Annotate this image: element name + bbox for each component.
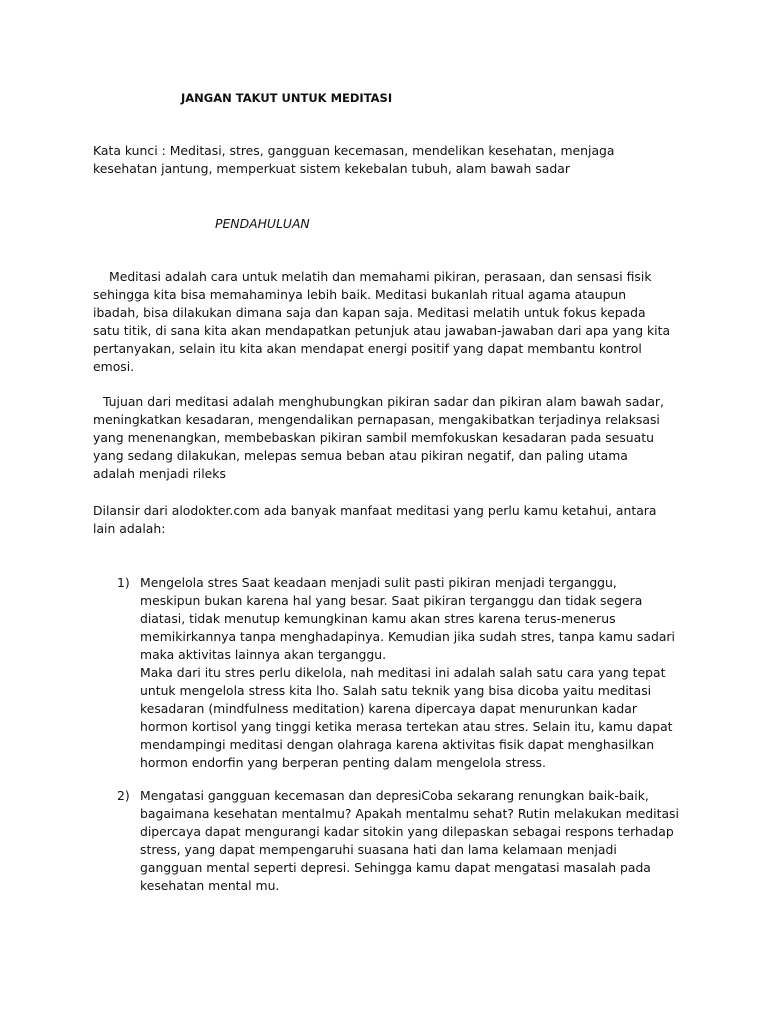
section-heading: PENDAHULUAN (215, 216, 310, 231)
document-title: JANGAN TAKUT UNTUK MEDITASI (181, 91, 393, 105)
list-item-1 (140, 574, 680, 772)
list-item-1-text-a: Mengelola stres Saat keadaan menjadi sulit pasti pikiran menjadi terganggu, meskipun bukan karena hal yang besar. Saat pikiran terganggu dan tidak segera diatasi, tidak menutup kemungkinan kamu akan stres karena terus-menerus memikirkannya tanpa menghadapinya. Kemudian jika sudah stres, tanpa kamu sadari maka aktivitas lainnya akan terganggu. (140, 575, 675, 662)
keywords-paragraph: Kata kunci : Meditasi, stres, gangguan kecemasan, mendelikan kesehatan, menjaga kesehatan jantung, memperkuat sistem kekebalan tubuh, alam bawah sadar (93, 143, 615, 176)
intro-paragraph-1: Meditasi adalah cara untuk melatih dan memahami pikiran, perasaan, dan sensasi fisik sehingga kita bisa memahaminya lebih baik. Meditasi bukanlah ritual agama ataupun ibadah, bisa dilakukan dimana saja dan kapan saja. Meditasi melatih untuk fokus kepada satu titik, di sana kita akan mendapatkan petunjuk atau jawaban-jawaban dari apa yang kita pertanyakan, selain itu kita akan mendapat energi positif yang dapat membantu kontrol emosi. (93, 269, 671, 374)
list-item-2-text-a: Mengatasi gangguan kecemasan dan depresiCoba sekarang renungkan baik-baik, bagaimana kesehatan mentalmu? Apakah mentalmu sehat? Rutin melakukan meditasi dipercaya dapat mengurangi kadar sitokin yang dilepaskan sebagai respons terhadap stress, yang dapat mempengaruhi suasana hati dan lama kelamaan menjadi gangguan mental seperti depresi. Sehingga kamu dapat mengatasi masalah pada kesehatan mental mu. (140, 788, 679, 893)
list-number-1: 1) (117, 575, 130, 590)
intro-paragraph-2: Tujuan dari meditasi adalah menghubungkan pikiran sadar dan pikiran alam bawah sadar, meningkatkan kesadaran, mengendalikan pernapasan, mengakibatkan terjadinya relaksasi yang menenangkan, membebaskan pikiran sambil memfokuskan kesadaran pada sesuatu yang sedang dilakukan, melepas semua beban atau pikiran negatif, dan paling utama adalah menjadi rileks (93, 394, 664, 481)
list-item-1-text-b: Maka dari itu stres perlu dikelola, nah meditasi ini adalah salah satu cara yang tepat untuk mengelola stress kita lho. Salah satu teknik yang bisa dicoba yaitu meditasi kesadaran (mindfulness meditation) karena dipercaya dapat menurunkan kadar hormon kortisol yang tinggi ketika merasa tertekan atau stres. Selain itu, kamu dapat mendampingi meditasi dengan olahraga karena aktivitas fisik dapat menghasilkan hormon endorfin yang berperan penting dalam mengelola stress. (140, 665, 673, 770)
list-number-2: 2) (117, 788, 130, 803)
list-item-2 (140, 787, 680, 895)
intro-paragraph-3: Dilansir dari alodokter.com ada banyak manfaat meditasi yang perlu kamu ketahui, antara lain adalah: (93, 503, 657, 536)
